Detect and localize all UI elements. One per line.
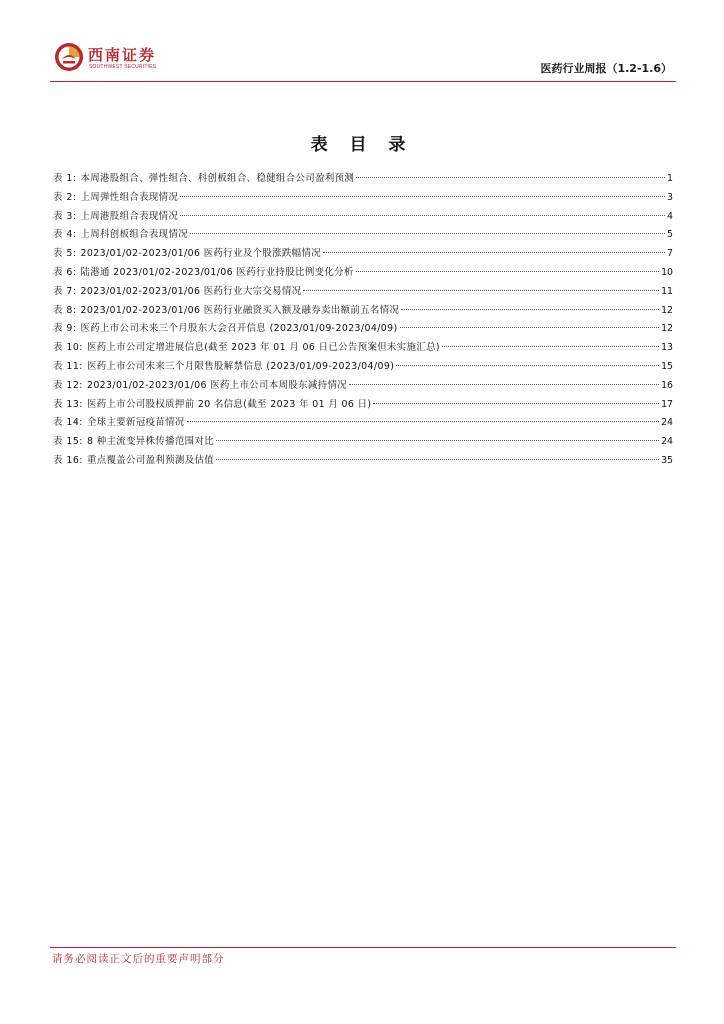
- toc-entry-page-number[interactable]: 12: [661, 323, 673, 335]
- toc-entry-page-number[interactable]: 1: [667, 173, 673, 184]
- toc-entry-title[interactable]: 本周港股组合、弹性组合、科创板组合、稳健组合公司盈利预测: [80, 173, 355, 184]
- toc-entry[interactable]: [53, 245, 673, 264]
- toc-entry-label: 表 12:: [53, 379, 83, 391]
- toc-entry-label: 表 13:: [53, 398, 83, 410]
- toc-entry-label: 表 6:: [53, 266, 77, 278]
- toc-entry-label: 表 8:: [53, 304, 77, 316]
- toc-entry[interactable]: [53, 433, 673, 452]
- toc-entry[interactable]: [53, 414, 673, 433]
- toc-dot-leader: [187, 421, 659, 422]
- toc-entry-title[interactable]: 重点覆盖公司盈利预测及估值: [86, 454, 215, 466]
- toc-entry-page-number[interactable]: 35: [661, 454, 673, 466]
- toc-entry-page-number[interactable]: 13: [661, 342, 673, 354]
- toc-entry[interactable]: [53, 283, 673, 302]
- toc-entry-page-number[interactable]: 12: [661, 304, 673, 316]
- toc-entry[interactable]: [53, 320, 673, 339]
- toc-entry[interactable]: [53, 170, 673, 189]
- toc-entry-label: 表 7:: [53, 285, 77, 297]
- footer-divider: [50, 947, 676, 948]
- toc-entry[interactable]: [53, 208, 673, 227]
- toc-entry-title[interactable]: 上周科创板组合表现情况: [80, 229, 189, 241]
- toc-entry-page-number[interactable]: 4: [667, 210, 673, 222]
- toc-entry-label: 表 10:: [53, 342, 83, 354]
- toc-entry-page-number[interactable]: 7: [667, 248, 673, 260]
- toc-entry-title[interactable]: 2023/01/02-2023/01/06 医药行业大宗交易情况: [80, 285, 302, 297]
- toc-entry-page-number[interactable]: 15: [661, 360, 673, 372]
- toc-dot-leader: [442, 346, 659, 347]
- toc-entry[interactable]: [53, 302, 673, 321]
- toc-entry-page-number[interactable]: 11: [661, 285, 673, 297]
- toc-entry-title[interactable]: 上周弹性组合表现情况: [80, 191, 179, 203]
- toc-entry-title[interactable]: 2023/01/02-2023/01/06 医药上市公司本周股东减持情况: [86, 379, 348, 391]
- toc-entry-label: 表 9:: [53, 323, 77, 335]
- toc-dot-leader: [356, 271, 659, 272]
- toc-entry-title[interactable]: 医药上市公司未来三个月股东大会召开信息 (2023/01/09-2023/04/09): [80, 323, 398, 335]
- logo-chinese-name: 西南证券: [88, 46, 157, 64]
- toc-entry[interactable]: [53, 452, 673, 471]
- toc-entry-label: 表 11:: [53, 360, 83, 372]
- toc-dot-leader: [400, 327, 660, 328]
- toc-entry-title[interactable]: 医药上市公司定增进展信息(截至 2023 年 01 月 06 日已公告预案但未实施汇总): [86, 342, 440, 354]
- toc-dot-leader: [303, 290, 659, 291]
- toc-entry-page-number[interactable]: 17: [661, 398, 673, 410]
- toc-entry-page-number[interactable]: 24: [661, 436, 673, 448]
- logo-emblem-icon: [54, 42, 84, 72]
- toc-entry-title[interactable]: 陆港通 2023/01/02-2023/01/06 医药行业持股比例变化分析: [80, 266, 354, 278]
- toc-entry-title[interactable]: 上周港股组合表现情况: [80, 210, 179, 222]
- toc-dot-leader: [401, 309, 659, 310]
- toc-entry-title[interactable]: 2023/01/02-2023/01/06 医药行业融资买入额及融券卖出额前五名情况: [80, 304, 400, 316]
- toc-dot-leader: [180, 196, 665, 197]
- toc-entry-label: 表 3:: [53, 210, 77, 222]
- toc-entry[interactable]: [53, 189, 673, 208]
- toc-dot-leader: [216, 459, 659, 460]
- toc-dot-leader: [180, 215, 665, 216]
- toc-dot-leader: [396, 365, 659, 366]
- toc-entry-page-number[interactable]: 24: [661, 417, 673, 429]
- toc-entry-title[interactable]: 医药上市公司股权质押前 20 名信息(截至 2023 年 01 月 06 日): [86, 398, 372, 410]
- toc-entry-title[interactable]: 2023/01/02-2023/01/06 医药行业及个股涨跌幅情况: [80, 248, 322, 260]
- toc-entry[interactable]: [53, 339, 673, 358]
- toc-entry-page-number[interactable]: 16: [661, 379, 673, 391]
- toc-entry-label: 表 15:: [53, 436, 83, 448]
- toc-entry-page-number[interactable]: 10: [661, 266, 673, 278]
- toc-entry-label: 表 14:: [53, 417, 83, 429]
- toc-entry[interactable]: [53, 396, 673, 415]
- page-header: [50, 36, 676, 82]
- toc-entry[interactable]: [53, 358, 673, 377]
- table-of-contents: [53, 170, 673, 471]
- toc-entry-page-number[interactable]: 5: [667, 229, 673, 241]
- toc-entry-title[interactable]: 医药上市公司未来三个月限售股解禁信息 (2023/01/09-2023/04/09): [86, 360, 395, 372]
- toc-dot-leader: [216, 440, 659, 441]
- toc-heading: 表 目 录: [310, 135, 414, 155]
- disclaimer-note: 请务必阅读正文后的重要声明部分: [52, 953, 225, 965]
- toc-entry-label: 表 2:: [53, 191, 77, 203]
- toc-dot-leader: [373, 403, 659, 404]
- toc-entry[interactable]: [53, 264, 673, 283]
- toc-entry-page-number[interactable]: 3: [667, 191, 673, 203]
- toc-dot-leader: [356, 177, 665, 178]
- toc-entry[interactable]: [53, 226, 673, 245]
- toc-dot-leader: [190, 233, 665, 234]
- header-divider: [50, 81, 676, 82]
- logo-english-name: SOUTHWEST SECURITIES: [89, 64, 157, 70]
- toc-entry-label: 表 16:: [53, 454, 83, 466]
- toc-entry-label: 表 4:: [53, 229, 77, 241]
- report-title: 医药行业周报（1.2-1.6）: [540, 62, 672, 75]
- toc-entry-label: 表 1:: [53, 173, 77, 184]
- toc-entry-label: 表 5:: [53, 248, 77, 260]
- toc-entry-title[interactable]: 8 种主流变异株传播范围对比: [86, 436, 214, 448]
- toc-dot-leader: [349, 384, 659, 385]
- toc-dot-leader: [323, 252, 665, 253]
- company-logo: [54, 42, 254, 76]
- toc-entry-title[interactable]: 全球主要新冠疫苗情况: [86, 417, 185, 429]
- toc-entry[interactable]: [53, 377, 673, 396]
